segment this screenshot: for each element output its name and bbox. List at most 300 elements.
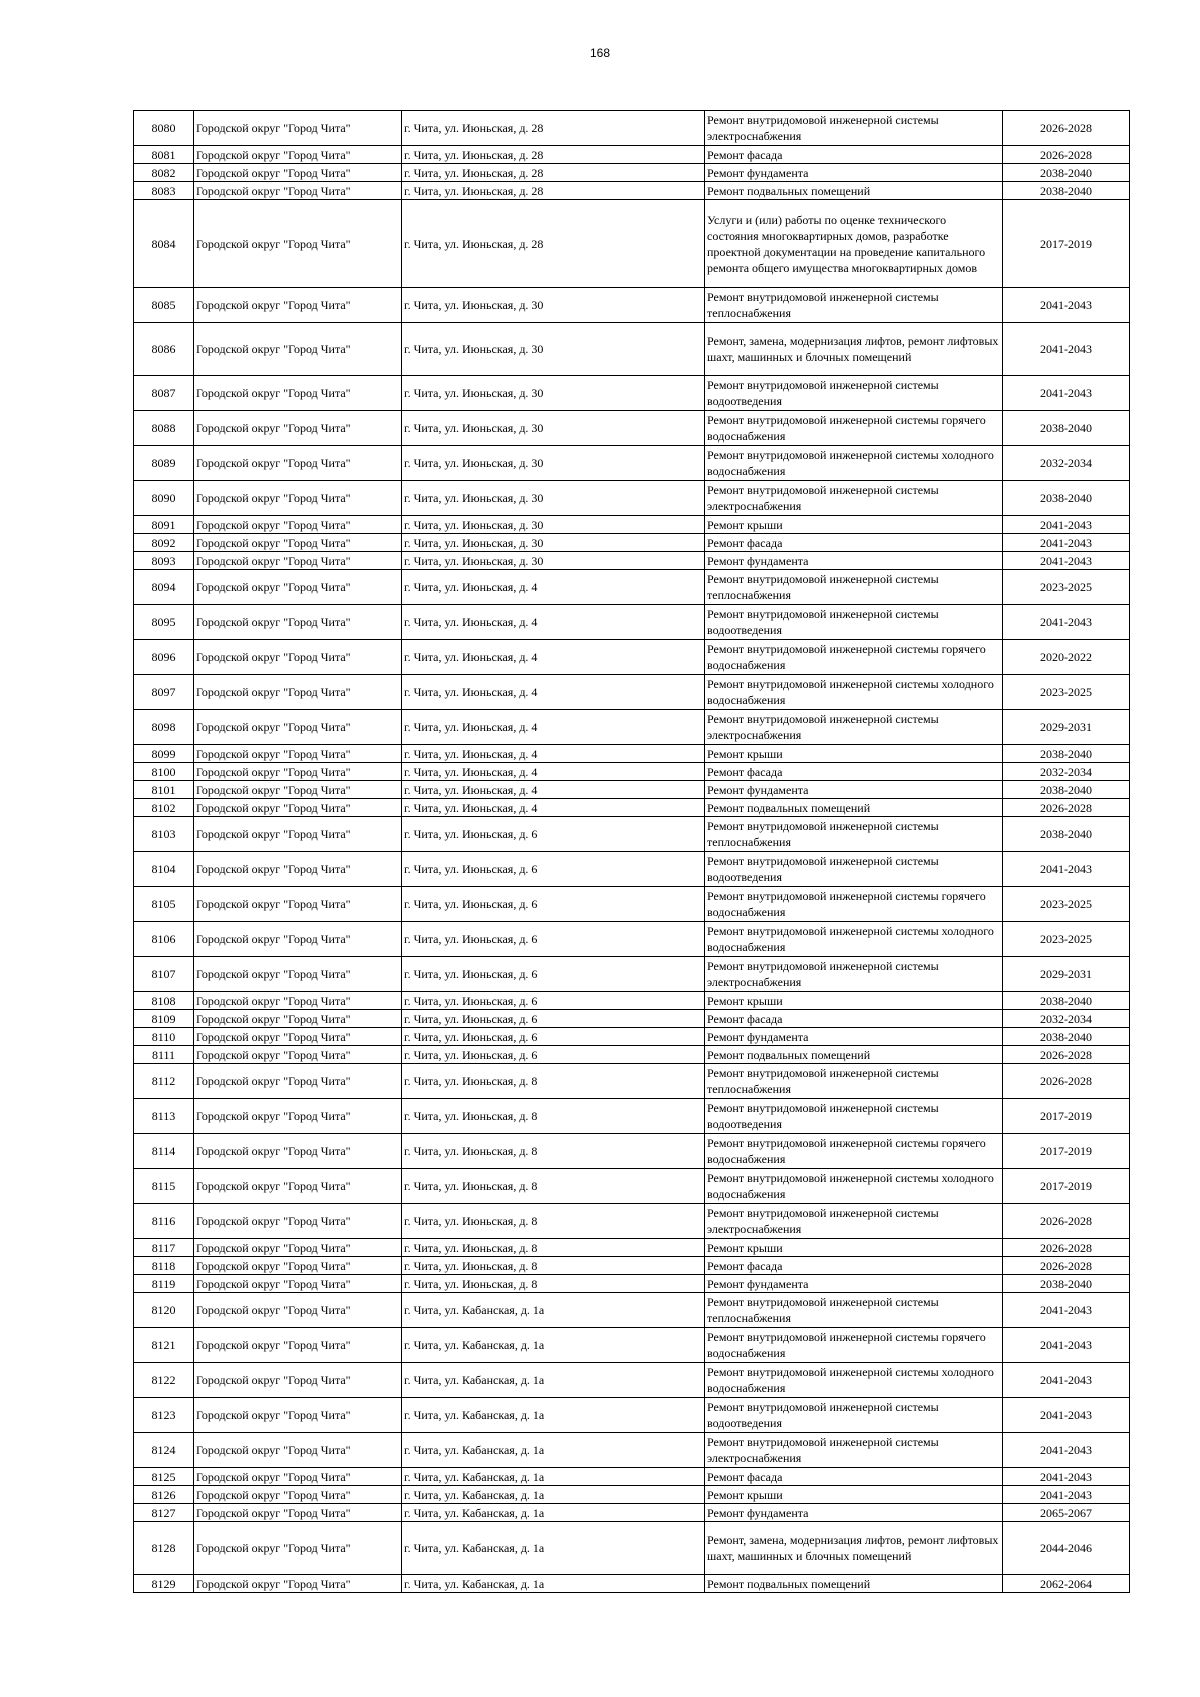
period-cell: 2038-2040 xyxy=(1003,164,1130,182)
municipality-cell: Городской округ "Город Чита" xyxy=(194,446,402,481)
address-cell: г. Чита, ул. Июньская, д. 28 xyxy=(402,200,705,288)
work-type-cell: Ремонт внутридомовой инженерной системы электроснабжения xyxy=(705,111,1003,146)
municipality-cell: Городской округ "Город Чита" xyxy=(194,1363,402,1398)
address-cell: г. Чита, ул. Июньская, д. 28 xyxy=(402,146,705,164)
municipality-cell: Городской округ "Город Чита" xyxy=(194,111,402,146)
period-cell: 2017-2019 xyxy=(1003,200,1130,288)
period-cell: 2026-2028 xyxy=(1003,1204,1130,1239)
work-type-cell: Ремонт подвальных помещений xyxy=(705,1575,1003,1593)
table-row xyxy=(134,1398,1130,1433)
municipality-cell: Городской округ "Город Чита" xyxy=(194,411,402,446)
municipality-cell: Городской округ "Город Чита" xyxy=(194,817,402,852)
municipality-cell: Городской округ "Город Чита" xyxy=(194,323,402,376)
address-cell: г. Чита, ул. Июньская, д. 4 xyxy=(402,799,705,817)
row-number-cell: 8082 xyxy=(134,164,194,182)
table-row xyxy=(134,1099,1130,1134)
municipality-cell: Городской округ "Город Чита" xyxy=(194,992,402,1010)
work-type-cell: Ремонт внутридомовой инженерной системы электроснабжения xyxy=(705,1433,1003,1468)
table-row xyxy=(134,1169,1130,1204)
municipality-cell: Городской округ "Город Чита" xyxy=(194,922,402,957)
table-row xyxy=(134,481,1130,516)
work-type-cell: Ремонт фасада xyxy=(705,1468,1003,1486)
municipality-cell: Городской округ "Город Чита" xyxy=(194,1028,402,1046)
period-cell: 2041-2043 xyxy=(1003,288,1130,323)
row-number-cell: 8113 xyxy=(134,1099,194,1134)
work-type-cell: Услуги и (или) работы по оценке технического состояния многоквартирных домов, разработке проектной документации на проведение капитального ремонта общего имущества многоквартирных домов xyxy=(705,200,1003,288)
table-row xyxy=(134,817,1130,852)
period-cell: 2038-2040 xyxy=(1003,745,1130,763)
table-row xyxy=(134,605,1130,640)
address-cell: г. Чита, ул. Июньская, д. 6 xyxy=(402,957,705,992)
work-type-cell: Ремонт внутридомовой инженерной системы горячего водоснабжения xyxy=(705,1134,1003,1169)
work-type-cell: Ремонт крыши xyxy=(705,1239,1003,1257)
work-type-cell: Ремонт крыши xyxy=(705,516,1003,534)
municipality-cell: Городской округ "Город Чита" xyxy=(194,182,402,200)
period-cell: 2041-2043 xyxy=(1003,1486,1130,1504)
municipality-cell: Городской округ "Город Чита" xyxy=(194,763,402,781)
row-number-cell: 8081 xyxy=(134,146,194,164)
address-cell: г. Чита, ул. Кабанская, д. 1а xyxy=(402,1398,705,1433)
address-cell: г. Чита, ул. Июньская, д. 8 xyxy=(402,1275,705,1293)
table-row xyxy=(134,1363,1130,1398)
municipality-cell: Городской округ "Город Чита" xyxy=(194,1398,402,1433)
table-body xyxy=(134,111,1130,1593)
row-number-cell: 8126 xyxy=(134,1486,194,1504)
repair-schedule-table xyxy=(133,110,1130,1593)
address-cell: г. Чита, ул. Июньская, д. 8 xyxy=(402,1064,705,1099)
table-row xyxy=(134,781,1130,799)
table-row xyxy=(134,1028,1130,1046)
row-number-cell: 8122 xyxy=(134,1363,194,1398)
period-cell: 2038-2040 xyxy=(1003,781,1130,799)
address-cell: г. Чита, ул. Июньская, д. 8 xyxy=(402,1257,705,1275)
row-number-cell: 8129 xyxy=(134,1575,194,1593)
address-cell: г. Чита, ул. Июньская, д. 4 xyxy=(402,781,705,799)
row-number-cell: 8086 xyxy=(134,323,194,376)
row-number-cell: 8117 xyxy=(134,1239,194,1257)
row-number-cell: 8116 xyxy=(134,1204,194,1239)
period-cell: 2041-2043 xyxy=(1003,1328,1130,1363)
address-cell: г. Чита, ул. Июньская, д. 6 xyxy=(402,852,705,887)
address-cell: г. Чита, ул. Июньская, д. 8 xyxy=(402,1169,705,1204)
row-number-cell: 8120 xyxy=(134,1293,194,1328)
row-number-cell: 8097 xyxy=(134,675,194,710)
row-number-cell: 8091 xyxy=(134,516,194,534)
work-type-cell: Ремонт крыши xyxy=(705,1486,1003,1504)
work-type-cell: Ремонт внутридомовой инженерной системы водоотведения xyxy=(705,852,1003,887)
row-number-cell: 8095 xyxy=(134,605,194,640)
period-cell: 2026-2028 xyxy=(1003,111,1130,146)
row-number-cell: 8096 xyxy=(134,640,194,675)
table-row xyxy=(134,323,1130,376)
period-cell: 2041-2043 xyxy=(1003,516,1130,534)
row-number-cell: 8099 xyxy=(134,745,194,763)
municipality-cell: Городской округ "Город Чита" xyxy=(194,1504,402,1522)
row-number-cell: 8094 xyxy=(134,570,194,605)
table-row xyxy=(134,1468,1130,1486)
row-number-cell: 8127 xyxy=(134,1504,194,1522)
municipality-cell: Городской округ "Город Чита" xyxy=(194,675,402,710)
period-cell: 2038-2040 xyxy=(1003,1275,1130,1293)
period-cell: 2038-2040 xyxy=(1003,1028,1130,1046)
work-type-cell: Ремонт крыши xyxy=(705,992,1003,1010)
address-cell: г. Чита, ул. Июньская, д. 6 xyxy=(402,887,705,922)
row-number-cell: 8108 xyxy=(134,992,194,1010)
table-row xyxy=(134,146,1130,164)
table-row xyxy=(134,288,1130,323)
address-cell: г. Чита, ул. Кабанская, д. 1а xyxy=(402,1328,705,1363)
table-row xyxy=(134,957,1130,992)
row-number-cell: 8119 xyxy=(134,1275,194,1293)
row-number-cell: 8103 xyxy=(134,817,194,852)
table-row xyxy=(134,1293,1130,1328)
table-row xyxy=(134,446,1130,481)
period-cell: 2041-2043 xyxy=(1003,852,1130,887)
row-number-cell: 8107 xyxy=(134,957,194,992)
period-cell: 2023-2025 xyxy=(1003,570,1130,605)
period-cell: 2038-2040 xyxy=(1003,481,1130,516)
work-type-cell: Ремонт фундамента xyxy=(705,1028,1003,1046)
row-number-cell: 8124 xyxy=(134,1433,194,1468)
work-type-cell: Ремонт фасада xyxy=(705,146,1003,164)
address-cell: г. Чита, ул. Июньская, д. 8 xyxy=(402,1204,705,1239)
period-cell: 2041-2043 xyxy=(1003,552,1130,570)
work-type-cell: Ремонт внутридомовой инженерной системы горячего водоснабжения xyxy=(705,640,1003,675)
work-type-cell: Ремонт фундамента xyxy=(705,781,1003,799)
work-type-cell: Ремонт внутридомовой инженерной системы электроснабжения xyxy=(705,1204,1003,1239)
row-number-cell: 8080 xyxy=(134,111,194,146)
address-cell: г. Чита, ул. Июньская, д. 28 xyxy=(402,164,705,182)
period-cell: 2041-2043 xyxy=(1003,323,1130,376)
address-cell: г. Чита, ул. Июньская, д. 30 xyxy=(402,323,705,376)
work-type-cell: Ремонт внутридомовой инженерной системы горячего водоснабжения xyxy=(705,411,1003,446)
work-type-cell: Ремонт подвальных помещений xyxy=(705,1046,1003,1064)
work-type-cell: Ремонт фундамента xyxy=(705,1275,1003,1293)
work-type-cell: Ремонт внутридомовой инженерной системы теплоснабжения xyxy=(705,570,1003,605)
address-cell: г. Чита, ул. Июньская, д. 4 xyxy=(402,570,705,605)
row-number-cell: 8118 xyxy=(134,1257,194,1275)
address-cell: г. Чита, ул. Июньская, д. 30 xyxy=(402,552,705,570)
table-row xyxy=(134,164,1130,182)
row-number-cell: 8102 xyxy=(134,799,194,817)
address-cell: г. Чита, ул. Июньская, д. 30 xyxy=(402,481,705,516)
municipality-cell: Городской округ "Город Чита" xyxy=(194,1433,402,1468)
municipality-cell: Городской округ "Город Чита" xyxy=(194,288,402,323)
municipality-cell: Городской округ "Город Чита" xyxy=(194,570,402,605)
address-cell: г. Чита, ул. Июньская, д. 30 xyxy=(402,516,705,534)
municipality-cell: Городской округ "Город Чита" xyxy=(194,1328,402,1363)
address-cell: г. Чита, ул. Июньская, д. 30 xyxy=(402,534,705,552)
address-cell: г. Чита, ул. Кабанская, д. 1а xyxy=(402,1468,705,1486)
work-type-cell: Ремонт внутридомовой инженерной системы электроснабжения xyxy=(705,710,1003,745)
period-cell: 2038-2040 xyxy=(1003,411,1130,446)
period-cell: 2038-2040 xyxy=(1003,992,1130,1010)
period-cell: 2032-2034 xyxy=(1003,763,1130,781)
table-row xyxy=(134,1204,1130,1239)
row-number-cell: 8084 xyxy=(134,200,194,288)
work-type-cell: Ремонт фасада xyxy=(705,534,1003,552)
work-type-cell: Ремонт внутридомовой инженерной системы холодного водоснабжения xyxy=(705,446,1003,481)
row-number-cell: 8083 xyxy=(134,182,194,200)
address-cell: г. Чита, ул. Июньская, д. 6 xyxy=(402,1010,705,1028)
work-type-cell: Ремонт подвальных помещений xyxy=(705,182,1003,200)
address-cell: г. Чита, ул. Июньская, д. 30 xyxy=(402,446,705,481)
address-cell: г. Чита, ул. Июньская, д. 6 xyxy=(402,992,705,1010)
address-cell: г. Чита, ул. Июньская, д. 4 xyxy=(402,640,705,675)
period-cell: 2041-2043 xyxy=(1003,1398,1130,1433)
municipality-cell: Городской округ "Город Чита" xyxy=(194,1046,402,1064)
table-row xyxy=(134,852,1130,887)
period-cell: 2023-2025 xyxy=(1003,922,1130,957)
table-row xyxy=(134,992,1130,1010)
row-number-cell: 8109 xyxy=(134,1010,194,1028)
table-row xyxy=(134,411,1130,446)
row-number-cell: 8098 xyxy=(134,710,194,745)
table-row xyxy=(134,1328,1130,1363)
period-cell: 2026-2028 xyxy=(1003,1239,1130,1257)
work-type-cell: Ремонт внутридомовой инженерной системы электроснабжения xyxy=(705,481,1003,516)
municipality-cell: Городской округ "Город Чита" xyxy=(194,1468,402,1486)
row-number-cell: 8114 xyxy=(134,1134,194,1169)
address-cell: г. Чита, ул. Июньская, д. 6 xyxy=(402,1046,705,1064)
municipality-cell: Городской округ "Город Чита" xyxy=(194,799,402,817)
period-cell: 2041-2043 xyxy=(1003,1468,1130,1486)
address-cell: г. Чита, ул. Июньская, д. 4 xyxy=(402,763,705,781)
work-type-cell: Ремонт, замена, модернизация лифтов, ремонт лифтовых шахт, машинных и блочных помещений xyxy=(705,323,1003,376)
municipality-cell: Городской округ "Город Чита" xyxy=(194,1575,402,1593)
address-cell: г. Чита, ул. Кабанская, д. 1а xyxy=(402,1522,705,1575)
work-type-cell: Ремонт фасада xyxy=(705,1010,1003,1028)
work-type-cell: Ремонт внутридомовой инженерной системы электроснабжения xyxy=(705,957,1003,992)
period-cell: 2029-2031 xyxy=(1003,710,1130,745)
work-type-cell: Ремонт, замена, модернизация лифтов, ремонт лифтовых шахт, машинных и блочных помещений xyxy=(705,1522,1003,1575)
row-number-cell: 8100 xyxy=(134,763,194,781)
period-cell: 2044-2046 xyxy=(1003,1522,1130,1575)
table-row xyxy=(134,887,1130,922)
address-cell: г. Чита, ул. Июньская, д. 30 xyxy=(402,411,705,446)
period-cell: 2023-2025 xyxy=(1003,887,1130,922)
municipality-cell: Городской округ "Город Чита" xyxy=(194,516,402,534)
address-cell: г. Чита, ул. Июньская, д. 4 xyxy=(402,605,705,640)
address-cell: г. Чита, ул. Июньская, д. 6 xyxy=(402,817,705,852)
municipality-cell: Городской округ "Город Чита" xyxy=(194,200,402,288)
work-type-cell: Ремонт фундамента xyxy=(705,1504,1003,1522)
row-number-cell: 8104 xyxy=(134,852,194,887)
work-type-cell: Ремонт фасада xyxy=(705,763,1003,781)
municipality-cell: Городской округ "Город Чита" xyxy=(194,1257,402,1275)
municipality-cell: Городской округ "Город Чита" xyxy=(194,1239,402,1257)
address-cell: г. Чита, ул. Июньская, д. 28 xyxy=(402,182,705,200)
period-cell: 2041-2043 xyxy=(1003,1433,1130,1468)
row-number-cell: 8128 xyxy=(134,1522,194,1575)
work-type-cell: Ремонт внутридомовой инженерной системы водоотведения xyxy=(705,1398,1003,1433)
work-type-cell: Ремонт фундамента xyxy=(705,164,1003,182)
table-row xyxy=(134,552,1130,570)
work-type-cell: Ремонт внутридомовой инженерной системы холодного водоснабжения xyxy=(705,922,1003,957)
municipality-cell: Городской округ "Город Чита" xyxy=(194,376,402,411)
table-row xyxy=(134,922,1130,957)
work-type-cell: Ремонт внутридомовой инженерной системы холодного водоснабжения xyxy=(705,1169,1003,1204)
municipality-cell: Городской округ "Город Чита" xyxy=(194,1010,402,1028)
municipality-cell: Городской округ "Город Чита" xyxy=(194,1099,402,1134)
table-row xyxy=(134,376,1130,411)
table-row xyxy=(134,111,1130,146)
row-number-cell: 8105 xyxy=(134,887,194,922)
municipality-cell: Городской округ "Город Чита" xyxy=(194,1064,402,1099)
municipality-cell: Городской округ "Город Чита" xyxy=(194,1169,402,1204)
municipality-cell: Городской округ "Город Чита" xyxy=(194,957,402,992)
work-type-cell: Ремонт внутридомовой инженерной системы водоотведения xyxy=(705,376,1003,411)
table-row xyxy=(134,1010,1130,1028)
row-number-cell: 8125 xyxy=(134,1468,194,1486)
work-type-cell: Ремонт внутридомовой инженерной системы холодного водоснабжения xyxy=(705,675,1003,710)
period-cell: 2062-2064 xyxy=(1003,1575,1130,1593)
table-row xyxy=(134,710,1130,745)
municipality-cell: Городской округ "Город Чита" xyxy=(194,146,402,164)
address-cell: г. Чита, ул. Кабанская, д. 1а xyxy=(402,1575,705,1593)
work-type-cell: Ремонт внутридомовой инженерной системы теплоснабжения xyxy=(705,1293,1003,1328)
period-cell: 2026-2028 xyxy=(1003,1257,1130,1275)
row-number-cell: 8093 xyxy=(134,552,194,570)
period-cell: 2026-2028 xyxy=(1003,1064,1130,1099)
municipality-cell: Городской округ "Город Чита" xyxy=(194,1204,402,1239)
table-row xyxy=(134,200,1130,288)
table-row xyxy=(134,1064,1130,1099)
table-row xyxy=(134,516,1130,534)
municipality-cell: Городской округ "Город Чита" xyxy=(194,640,402,675)
municipality-cell: Городской округ "Город Чита" xyxy=(194,745,402,763)
period-cell: 2017-2019 xyxy=(1003,1134,1130,1169)
period-cell: 2032-2034 xyxy=(1003,1010,1130,1028)
period-cell: 2017-2019 xyxy=(1003,1099,1130,1134)
table-row xyxy=(134,1134,1130,1169)
page-number: 168 xyxy=(589,46,611,60)
row-number-cell: 8088 xyxy=(134,411,194,446)
row-number-cell: 8110 xyxy=(134,1028,194,1046)
period-cell: 2032-2034 xyxy=(1003,446,1130,481)
period-cell: 2038-2040 xyxy=(1003,817,1130,852)
municipality-cell: Городской округ "Город Чита" xyxy=(194,710,402,745)
table-row xyxy=(134,1046,1130,1064)
municipality-cell: Городской округ "Город Чита" xyxy=(194,1134,402,1169)
table-row xyxy=(134,534,1130,552)
table-row xyxy=(134,745,1130,763)
address-cell: г. Чита, ул. Июньская, д. 30 xyxy=(402,288,705,323)
address-cell: г. Чита, ул. Июньская, д. 6 xyxy=(402,922,705,957)
address-cell: г. Чита, ул. Июньская, д. 4 xyxy=(402,710,705,745)
work-type-cell: Ремонт внутридомовой инженерной системы теплоснабжения xyxy=(705,1064,1003,1099)
municipality-cell: Городской округ "Город Чита" xyxy=(194,887,402,922)
table-row xyxy=(134,763,1130,781)
address-cell: г. Чита, ул. Кабанская, д. 1а xyxy=(402,1486,705,1504)
period-cell: 2041-2043 xyxy=(1003,605,1130,640)
row-number-cell: 8092 xyxy=(134,534,194,552)
work-type-cell: Ремонт фасада xyxy=(705,1257,1003,1275)
row-number-cell: 8087 xyxy=(134,376,194,411)
address-cell: г. Чита, ул. Кабанская, д. 1а xyxy=(402,1293,705,1328)
work-type-cell: Ремонт подвальных помещений xyxy=(705,799,1003,817)
period-cell: 2026-2028 xyxy=(1003,1046,1130,1064)
row-number-cell: 8090 xyxy=(134,481,194,516)
address-cell: г. Чита, ул. Кабанская, д. 1а xyxy=(402,1504,705,1522)
period-cell: 2026-2028 xyxy=(1003,799,1130,817)
address-cell: г. Чита, ул. Июньская, д. 8 xyxy=(402,1099,705,1134)
address-cell: г. Чита, ул. Июньская, д. 8 xyxy=(402,1239,705,1257)
period-cell: 2029-2031 xyxy=(1003,957,1130,992)
table-row xyxy=(134,675,1130,710)
period-cell: 2041-2043 xyxy=(1003,1363,1130,1398)
address-cell: г. Чита, ул. Кабанская, д. 1а xyxy=(402,1363,705,1398)
table-row xyxy=(134,640,1130,675)
row-number-cell: 8101 xyxy=(134,781,194,799)
table-row xyxy=(134,1504,1130,1522)
row-number-cell: 8111 xyxy=(134,1046,194,1064)
municipality-cell: Городской округ "Город Чита" xyxy=(194,781,402,799)
address-cell: г. Чита, ул. Июньская, д. 4 xyxy=(402,675,705,710)
period-cell: 2038-2040 xyxy=(1003,182,1130,200)
work-type-cell: Ремонт внутридомовой инженерной системы горячего водоснабжения xyxy=(705,887,1003,922)
work-type-cell: Ремонт крыши xyxy=(705,745,1003,763)
municipality-cell: Городской округ "Город Чита" xyxy=(194,1275,402,1293)
period-cell: 2020-2022 xyxy=(1003,640,1130,675)
period-cell: 2017-2019 xyxy=(1003,1169,1130,1204)
table-row xyxy=(134,1575,1130,1593)
municipality-cell: Городской округ "Город Чита" xyxy=(194,481,402,516)
table-row xyxy=(134,1239,1130,1257)
table-row xyxy=(134,1275,1130,1293)
work-type-cell: Ремонт внутридомовой инженерной системы водоотведения xyxy=(705,605,1003,640)
row-number-cell: 8123 xyxy=(134,1398,194,1433)
address-cell: г. Чита, ул. Июньская, д. 4 xyxy=(402,745,705,763)
municipality-cell: Городской округ "Город Чита" xyxy=(194,1522,402,1575)
address-cell: г. Чита, ул. Июньская, д. 28 xyxy=(402,111,705,146)
table-row xyxy=(134,1257,1130,1275)
municipality-cell: Городской округ "Город Чита" xyxy=(194,605,402,640)
municipality-cell: Городской округ "Город Чита" xyxy=(194,534,402,552)
municipality-cell: Городской округ "Город Чита" xyxy=(194,164,402,182)
work-type-cell: Ремонт внутридомовой инженерной системы теплоснабжения xyxy=(705,288,1003,323)
row-number-cell: 8106 xyxy=(134,922,194,957)
row-number-cell: 8089 xyxy=(134,446,194,481)
row-number-cell: 8085 xyxy=(134,288,194,323)
work-type-cell: Ремонт внутридомовой инженерной системы горячего водоснабжения xyxy=(705,1328,1003,1363)
row-number-cell: 8115 xyxy=(134,1169,194,1204)
municipality-cell: Городской округ "Город Чита" xyxy=(194,1486,402,1504)
address-cell: г. Чита, ул. Июньская, д. 30 xyxy=(402,376,705,411)
municipality-cell: Городской округ "Город Чита" xyxy=(194,852,402,887)
period-cell: 2065-2067 xyxy=(1003,1504,1130,1522)
period-cell: 2041-2043 xyxy=(1003,376,1130,411)
address-cell: г. Чита, ул. Июньская, д. 6 xyxy=(402,1028,705,1046)
table-row xyxy=(134,1522,1130,1575)
work-type-cell: Ремонт фундамента xyxy=(705,552,1003,570)
address-cell: г. Чита, ул. Кабанская, д. 1а xyxy=(402,1433,705,1468)
period-cell: 2023-2025 xyxy=(1003,675,1130,710)
table-row xyxy=(134,1486,1130,1504)
work-type-cell: Ремонт внутридомовой инженерной системы холодного водоснабжения xyxy=(705,1363,1003,1398)
table-row xyxy=(134,182,1130,200)
table-row xyxy=(134,799,1130,817)
period-cell: 2041-2043 xyxy=(1003,534,1130,552)
municipality-cell: Городской округ "Город Чита" xyxy=(194,1293,402,1328)
period-cell: 2041-2043 xyxy=(1003,1293,1130,1328)
row-number-cell: 8121 xyxy=(134,1328,194,1363)
table-row xyxy=(134,1433,1130,1468)
municipality-cell: Городской округ "Город Чита" xyxy=(194,552,402,570)
table-row xyxy=(134,570,1130,605)
work-type-cell: Ремонт внутридомовой инженерной системы теплоснабжения xyxy=(705,817,1003,852)
period-cell: 2026-2028 xyxy=(1003,146,1130,164)
